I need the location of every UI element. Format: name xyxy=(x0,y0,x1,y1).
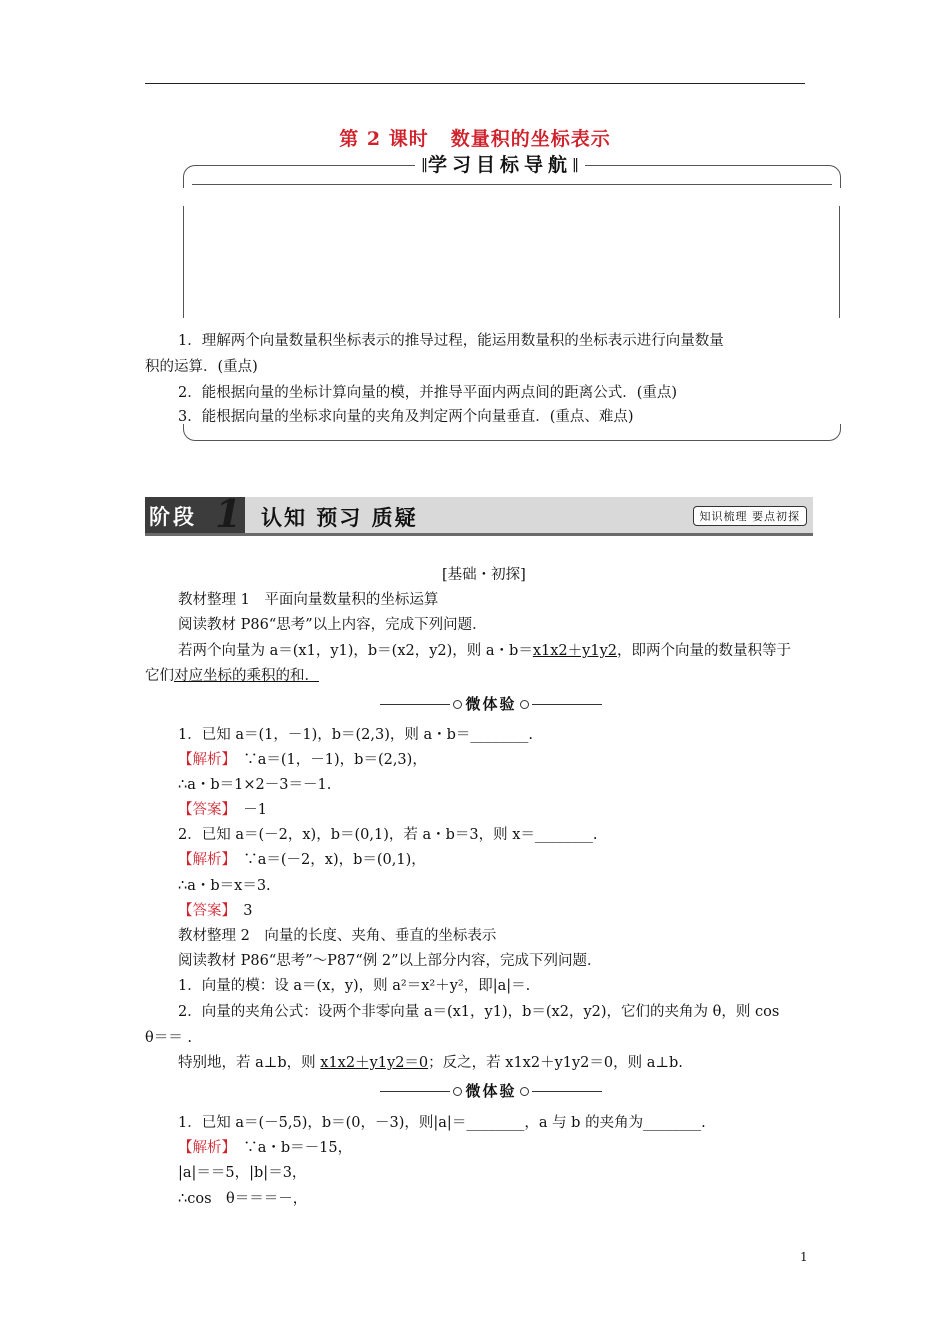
goal-line-4: 3．能根据向量的坐标求向量的夹角及判定两个向量垂直．(重点、难点) xyxy=(178,409,634,425)
goal-frame-bottom xyxy=(183,424,841,441)
ex2-question-1: 1．已知 a＝(－5,5)，b＝(0，－3)，则|a|＝________，a 与 b 的夹角为________. xyxy=(178,1115,706,1131)
section1-heading: 教材整理 1 平面向量数量积的坐标运算 xyxy=(178,592,439,608)
solution-label: 【解析】 xyxy=(178,1140,229,1156)
stage-title: 认知 预习 质疑 xyxy=(261,506,418,530)
ex1-solution-1: 【解析】 ∵a＝(1，－1)，b＝(2,3)， xyxy=(178,752,427,768)
lesson-name: 数量积的坐标表示 xyxy=(450,128,611,150)
ex2-solution-3: ∴cos θ＝＝＝－， xyxy=(178,1191,308,1207)
section1-formula: 若两个向量为 a＝(x1，y1)，b＝(x2，y2)，则 a・b＝x1x2＋y1y2，即两个向量的数量积等于 xyxy=(178,643,791,659)
section2-read: 阅读教材 P86“思考”～P87“例 2”以上部分内容，完成下列问题． xyxy=(178,953,602,969)
ex1-answer-1: 【答案】 －1 xyxy=(178,802,267,818)
section2-line-2: 2．向量的夹角公式：设两个非零向量 a＝(x1，y1)，b＝(x2，y2)，它们的夹角为 θ，则 cos xyxy=(178,1004,780,1020)
lesson-number: 第 2 课时 xyxy=(339,128,429,150)
ex2-solution-1: 【解析】 ∵a・b＝－15， xyxy=(178,1140,353,1156)
mini-experience-head-1: 微体验 xyxy=(380,693,602,714)
solution-label: 【解析】 xyxy=(178,752,229,768)
ex1-question-1: 1．已知 a＝(1，－1)，b＝(2,3)，则 a・b＝________. xyxy=(178,727,534,743)
stage-banner xyxy=(145,491,813,536)
header-rule xyxy=(145,83,805,84)
answer-label: 【答案】 xyxy=(178,903,229,919)
goal-frame-left-line xyxy=(183,206,184,318)
page-number: 1 xyxy=(800,1250,808,1264)
goal-line-2: 积的运算．(重点) xyxy=(145,359,258,375)
goal-section-label: ‖ 学习目标导航 ‖ xyxy=(415,150,585,177)
goal-frame-right-line xyxy=(839,206,840,318)
ex1-solution-2: 【解析】 ∵a＝(－2，x)，b＝(0,1)， xyxy=(178,852,426,868)
ex2-solution-2: |a|＝＝5，|b|＝3， xyxy=(178,1165,307,1181)
section2-heading: 教材整理 2 向量的长度、夹角、垂直的坐标表示 xyxy=(178,928,497,944)
goal-line-1: 1．理解两个向量数量积坐标表示的推导过程，能运用数量积的坐标表示进行向量数量 xyxy=(178,333,724,349)
section2-line-1: 1．向量的模：设 a＝(x，y)，则 a²＝x²＋y²，即|a|＝. xyxy=(178,978,531,994)
stage-number: 1 xyxy=(215,491,242,536)
formula-answer: x1x2＋y1y2 xyxy=(532,643,617,659)
stage-tag: 知识梳理 要点初探 xyxy=(693,506,808,526)
ex1-answer-2: 【答案】 3 xyxy=(178,903,253,919)
section1-formula-cont: 它们对应坐标的乘积的和． xyxy=(145,668,319,684)
ex1-solution-2b: ∴a・b＝x＝3. xyxy=(178,878,271,894)
solution-label: 【解析】 xyxy=(178,852,229,868)
perpendicular-answer: x1x2＋y1y2＝0 xyxy=(320,1055,429,1071)
ex1-question-2: 2．已知 a＝(－2，x)，b＝(0,1)，若 a・b＝3，则 x＝________. xyxy=(178,827,598,843)
ex1-solution-1b: ∴a・b＝1×2－3＝－1. xyxy=(178,777,332,793)
section2-line-3: θ＝＝ . xyxy=(145,1030,192,1046)
goal-line-3: 2．能根据向量的坐标计算向量的模，并推导平面内两点间的距离公式．(重点) xyxy=(178,385,678,401)
formula-cont-answer: 对应坐标的乘积的和． xyxy=(174,668,319,684)
lesson-title xyxy=(0,124,950,151)
section2-line-4: 特别地，若 a⊥b，则 x1x2＋y1y2＝0；反之，若 x1x2＋y1y2＝0，则 a⊥b. xyxy=(178,1055,683,1071)
mini-experience-head-2: 微体验 xyxy=(380,1080,602,1101)
answer-label: 【答案】 xyxy=(178,802,229,818)
stage-prefix: 阶段 xyxy=(149,505,197,529)
basics-tag: [基础・初探] xyxy=(442,567,526,583)
section1-read: 阅读教材 P86“思考”以上内容，完成下列问题． xyxy=(178,617,487,633)
